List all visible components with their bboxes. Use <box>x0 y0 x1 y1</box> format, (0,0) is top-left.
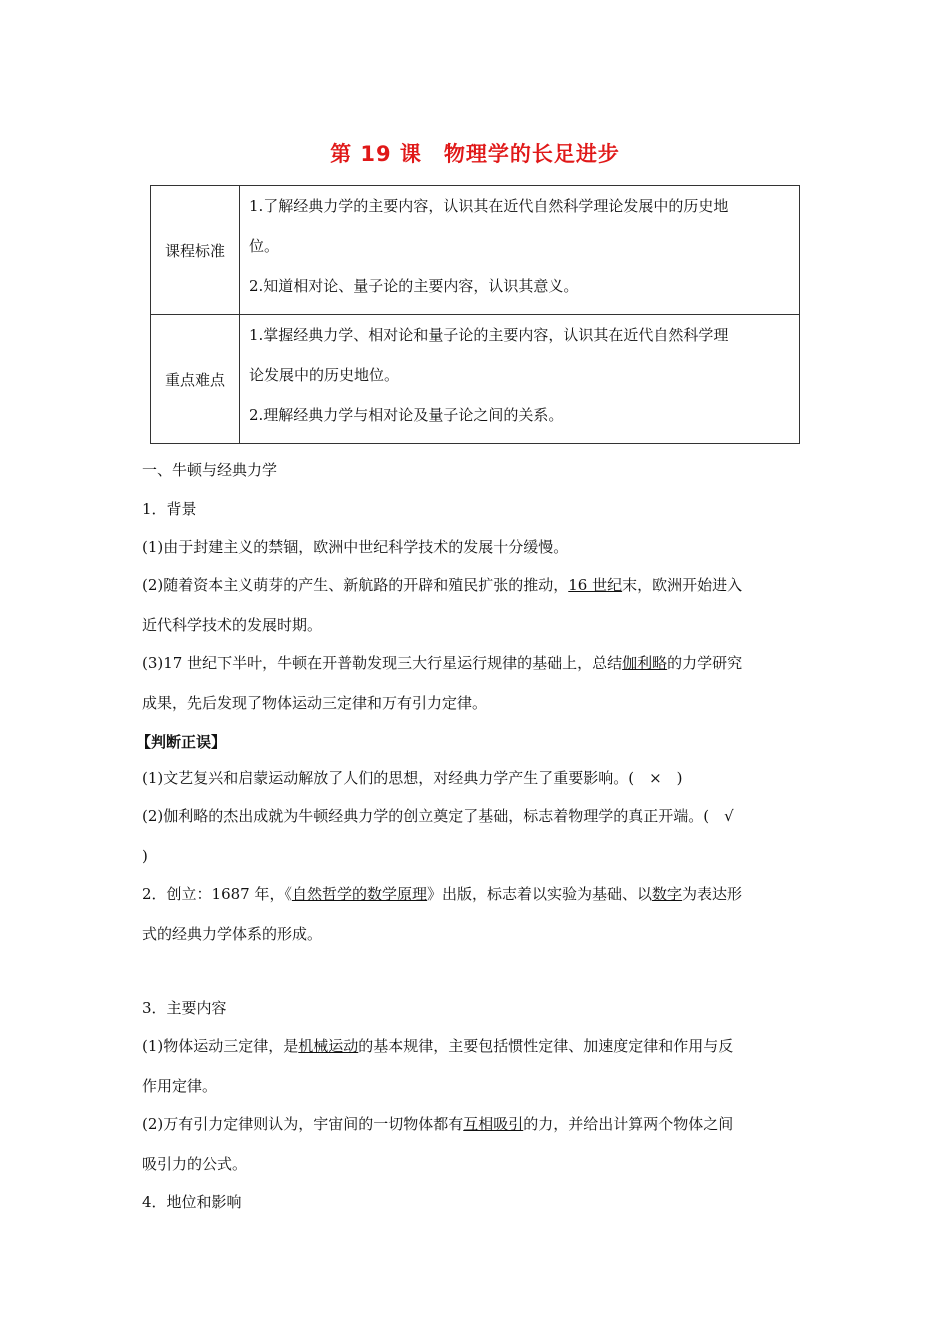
content-line: 1.掌握经典力学、相对论和量子论的主要内容，认识其在近代自然科学理 <box>249 326 729 344</box>
paragraph: 吸引力的公式。 <box>142 1155 248 1173</box>
underlined-answer: 16 世纪 <box>568 576 623 594</box>
text-run: (3)17 世纪下半叶，牛顿在开普勒发现三大行星运行规律的基础上，总结 <box>142 654 623 672</box>
paragraph <box>142 652 742 674</box>
judge-item-end: ) <box>142 847 148 865</box>
paragraph <box>142 883 742 905</box>
table-row <box>151 315 800 444</box>
paragraph: (1)由于封建主义的禁锢，欧洲中世纪科学技术的发展十分缓慢。 <box>142 538 569 556</box>
text-run: 的基本规律，主要包括惯性定律、加速度定律和作用与反 <box>358 1037 734 1055</box>
text-run: 》出版，标志着以实验为基础、以 <box>427 885 653 903</box>
underlined-answer: 数字 <box>652 885 683 903</box>
content-line: 1.了解经典力学的主要内容，认识其在近代自然科学理论发展中的历史地 <box>249 197 729 215</box>
paragraph <box>142 1113 733 1135</box>
text-run: 的力学研究 <box>667 654 743 672</box>
subheading-content: 3．主要内容 <box>142 999 227 1017</box>
subheading-impact: 4．地位和影响 <box>142 1193 242 1211</box>
underlined-answer: 机械运动 <box>298 1037 359 1055</box>
text-run: 为表达形 <box>682 885 743 903</box>
text-run: (2)万有引力定律则认为，宇宙间的一切物体都有 <box>142 1115 464 1133</box>
paragraph: 式的经典力学体系的形成。 <box>142 925 323 943</box>
curriculum-table <box>150 185 800 444</box>
section-heading: 一、牛顿与经典力学 <box>142 461 278 479</box>
row-label: 课程标准 <box>151 186 240 315</box>
content-line: 位。 <box>249 237 280 255</box>
table-row <box>151 186 800 315</box>
row-content <box>240 315 800 444</box>
content-line: 2.理解经典力学与相对论及量子论之间的关系。 <box>249 406 564 424</box>
paragraph <box>142 574 742 596</box>
judge-heading: 【判断正误】 <box>136 733 227 751</box>
underlined-answer: 互相吸引 <box>463 1115 524 1133</box>
judge-item: (2)伽利略的杰出成就为牛顿经典力学的创立奠定了基础，标志着物理学的真正开端。( √ <box>142 807 734 825</box>
paragraph: 作用定律。 <box>142 1077 218 1095</box>
lesson-title: 第 19 课 物理学的长足进步 <box>330 142 620 166</box>
text-run: (2)随着资本主义萌芽的产生、新航路的开辟和殖民扩张的推动， <box>142 576 569 594</box>
content-line: 论发展中的历史地位。 <box>249 366 400 384</box>
text-run: (1)物体运动三定律，是 <box>142 1037 299 1055</box>
underlined-answer: 自然哲学的数学原理 <box>292 885 428 903</box>
paragraph: 近代科学技术的发展时期。 <box>142 616 323 634</box>
subheading-background: 1．背景 <box>142 500 197 518</box>
text-run: 2．创立：1687 年，《 <box>142 885 292 903</box>
text-run: 末，欧洲开始进入 <box>622 576 743 594</box>
row-content <box>240 186 800 315</box>
paragraph <box>142 1035 733 1057</box>
paragraph: 成果，先后发现了物体运动三定律和万有引力定律。 <box>142 694 488 712</box>
row-label: 重点难点 <box>151 315 240 444</box>
text-run: 的力，并给出计算两个物体之间 <box>523 1115 734 1133</box>
underlined-answer: 伽利略 <box>622 654 668 672</box>
content-line: 2.知道相对论、量子论的主要内容，认识其意义。 <box>249 277 579 295</box>
judge-item: (1)文艺复兴和启蒙运动解放了人们的思想，对经典力学产生了重要影响。( × ) <box>142 769 683 787</box>
